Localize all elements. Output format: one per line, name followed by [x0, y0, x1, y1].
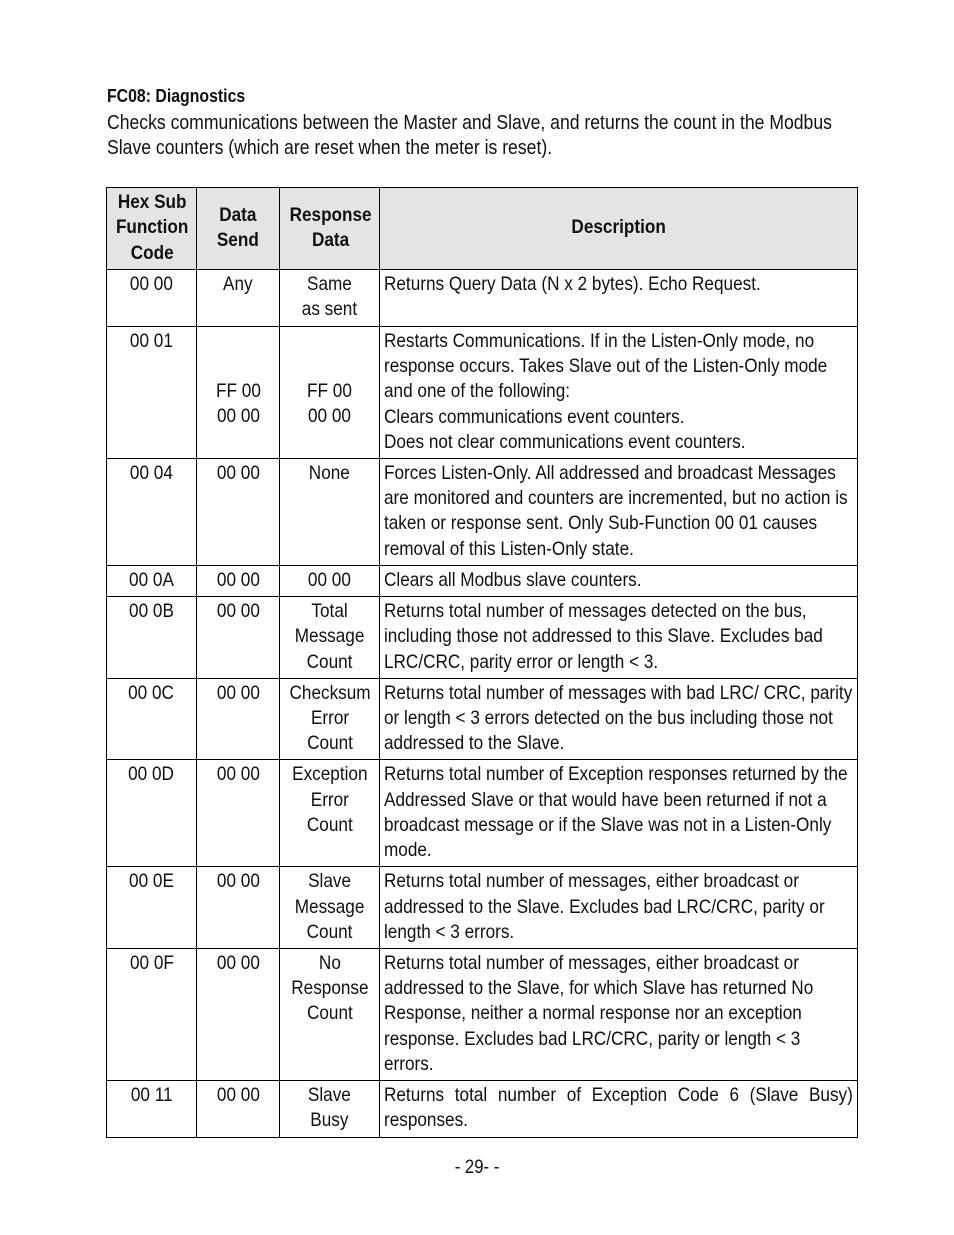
cell-data-send: 00 00	[197, 949, 280, 1081]
table-header-row	[107, 188, 858, 270]
cell-data-send: Any	[197, 270, 280, 327]
cell-data-send: 00 00	[197, 760, 280, 867]
cell-response-data: FF 00 00 00	[280, 327, 380, 459]
header-description: Description	[380, 188, 858, 270]
table-row	[107, 566, 858, 597]
header-data-send: Data Send	[197, 188, 280, 270]
cell-code: 00 0A	[107, 566, 197, 597]
cell-response-data: Same as sent	[280, 270, 380, 327]
page-number: - 29- -	[454, 1157, 500, 1178]
header-response-data: Response Data	[280, 188, 380, 270]
table-row	[107, 678, 858, 760]
cell-code: 00 0E	[107, 867, 197, 949]
cell-response-data: Checksum Error Count	[280, 678, 380, 760]
cell-code: 00 00	[107, 270, 197, 327]
cell-response-data: Total Message Count	[280, 597, 380, 679]
cell-data-send: 00 00	[197, 678, 280, 760]
cell-response-data: Slave Busy	[280, 1081, 380, 1138]
table-row	[107, 867, 858, 949]
cell-response-data: No Response Count	[280, 949, 380, 1081]
cell-description: Returns total number of messages, either broadcast or addressed to the Slave, for which Slave has returned No Response, neither a normal response nor an exception response. Excludes bad LRC/CRC, parity or length < 3 errors.	[380, 949, 858, 1081]
cell-code: 00 0F	[107, 949, 197, 1081]
cell-data-send: 00 00	[197, 867, 280, 949]
cell-data-send: 00 00	[197, 597, 280, 679]
cell-data-send: 00 00	[197, 459, 280, 566]
cell-description: Returns total number of messages, either broadcast or addressed to the Slave. Excludes bad LRC/CRC, parity or length < 3 errors.	[380, 867, 858, 949]
table-row	[107, 597, 858, 679]
cell-description: Returns total number of Exception responses returned by the Addressed Slave or that would have been returned if not a broadcast message or if the Slave was not in a Listen-Only mode.	[380, 760, 858, 867]
cell-data-send: 00 00	[197, 1081, 280, 1138]
table-row	[107, 459, 858, 566]
intro-paragraph: Checks communications between the Master and Slave, and returns the count in the Modbus Slave counters (which are reset when the meter is reset).	[107, 112, 832, 159]
cell-code: 00 01	[107, 327, 197, 459]
cell-response-data: Slave Message Count	[280, 867, 380, 949]
cell-data-send: 00 00	[197, 566, 280, 597]
section-heading: FC08: Diagnostics	[107, 86, 246, 106]
cell-code: 00 11	[107, 1081, 197, 1138]
cell-description: Clears all Modbus slave counters.	[380, 566, 858, 597]
cell-response-data: 00 00	[280, 566, 380, 597]
cell-code: 00 0B	[107, 597, 197, 679]
cell-code: 00 0D	[107, 760, 197, 867]
cell-description: Forces Listen-Only. All addressed and broadcast Messages are monitored and counters are incremented, but no action is taken or response sent. Only Sub-Function 00 01 causes removal of this Listen-Only state.	[380, 459, 858, 566]
cell-response-data: Exception Error Count	[280, 760, 380, 867]
diagnostics-table	[106, 187, 858, 1138]
cell-code: 00 04	[107, 459, 197, 566]
cell-description: Returns total number of messages with bad LRC/ CRC, parity or length < 3 errors detected on the bus including those not addressed to the Slave.	[380, 678, 858, 760]
table-row	[107, 949, 858, 1081]
cell-response-data: None	[280, 459, 380, 566]
cell-code: 00 0C	[107, 678, 197, 760]
table-row	[107, 327, 858, 459]
cell-description: Returns Query Data (N x 2 bytes). Echo Request.	[380, 270, 858, 327]
cell-data-send: FF 00 00 00	[197, 327, 280, 459]
header-code: Hex Sub Function Code	[107, 188, 197, 270]
table-row	[107, 760, 858, 867]
table-row	[107, 270, 858, 327]
cell-description: Returns total number of messages detected on the bus, including those not addressed to this Slave. Excludes bad LRC/CRC, parity error or length < 3.	[380, 597, 858, 679]
cell-description: Returns total number of Exception Code 6 (Slave Busy) responses.	[380, 1081, 858, 1138]
cell-description: Restarts Communications. If in the Listen-Only mode, no response occurs. Takes Slave out of the Listen-Only mode and one of the following: Clears communications event counters. Does not clear communications event counters.	[380, 327, 858, 459]
table-row	[107, 1081, 858, 1138]
